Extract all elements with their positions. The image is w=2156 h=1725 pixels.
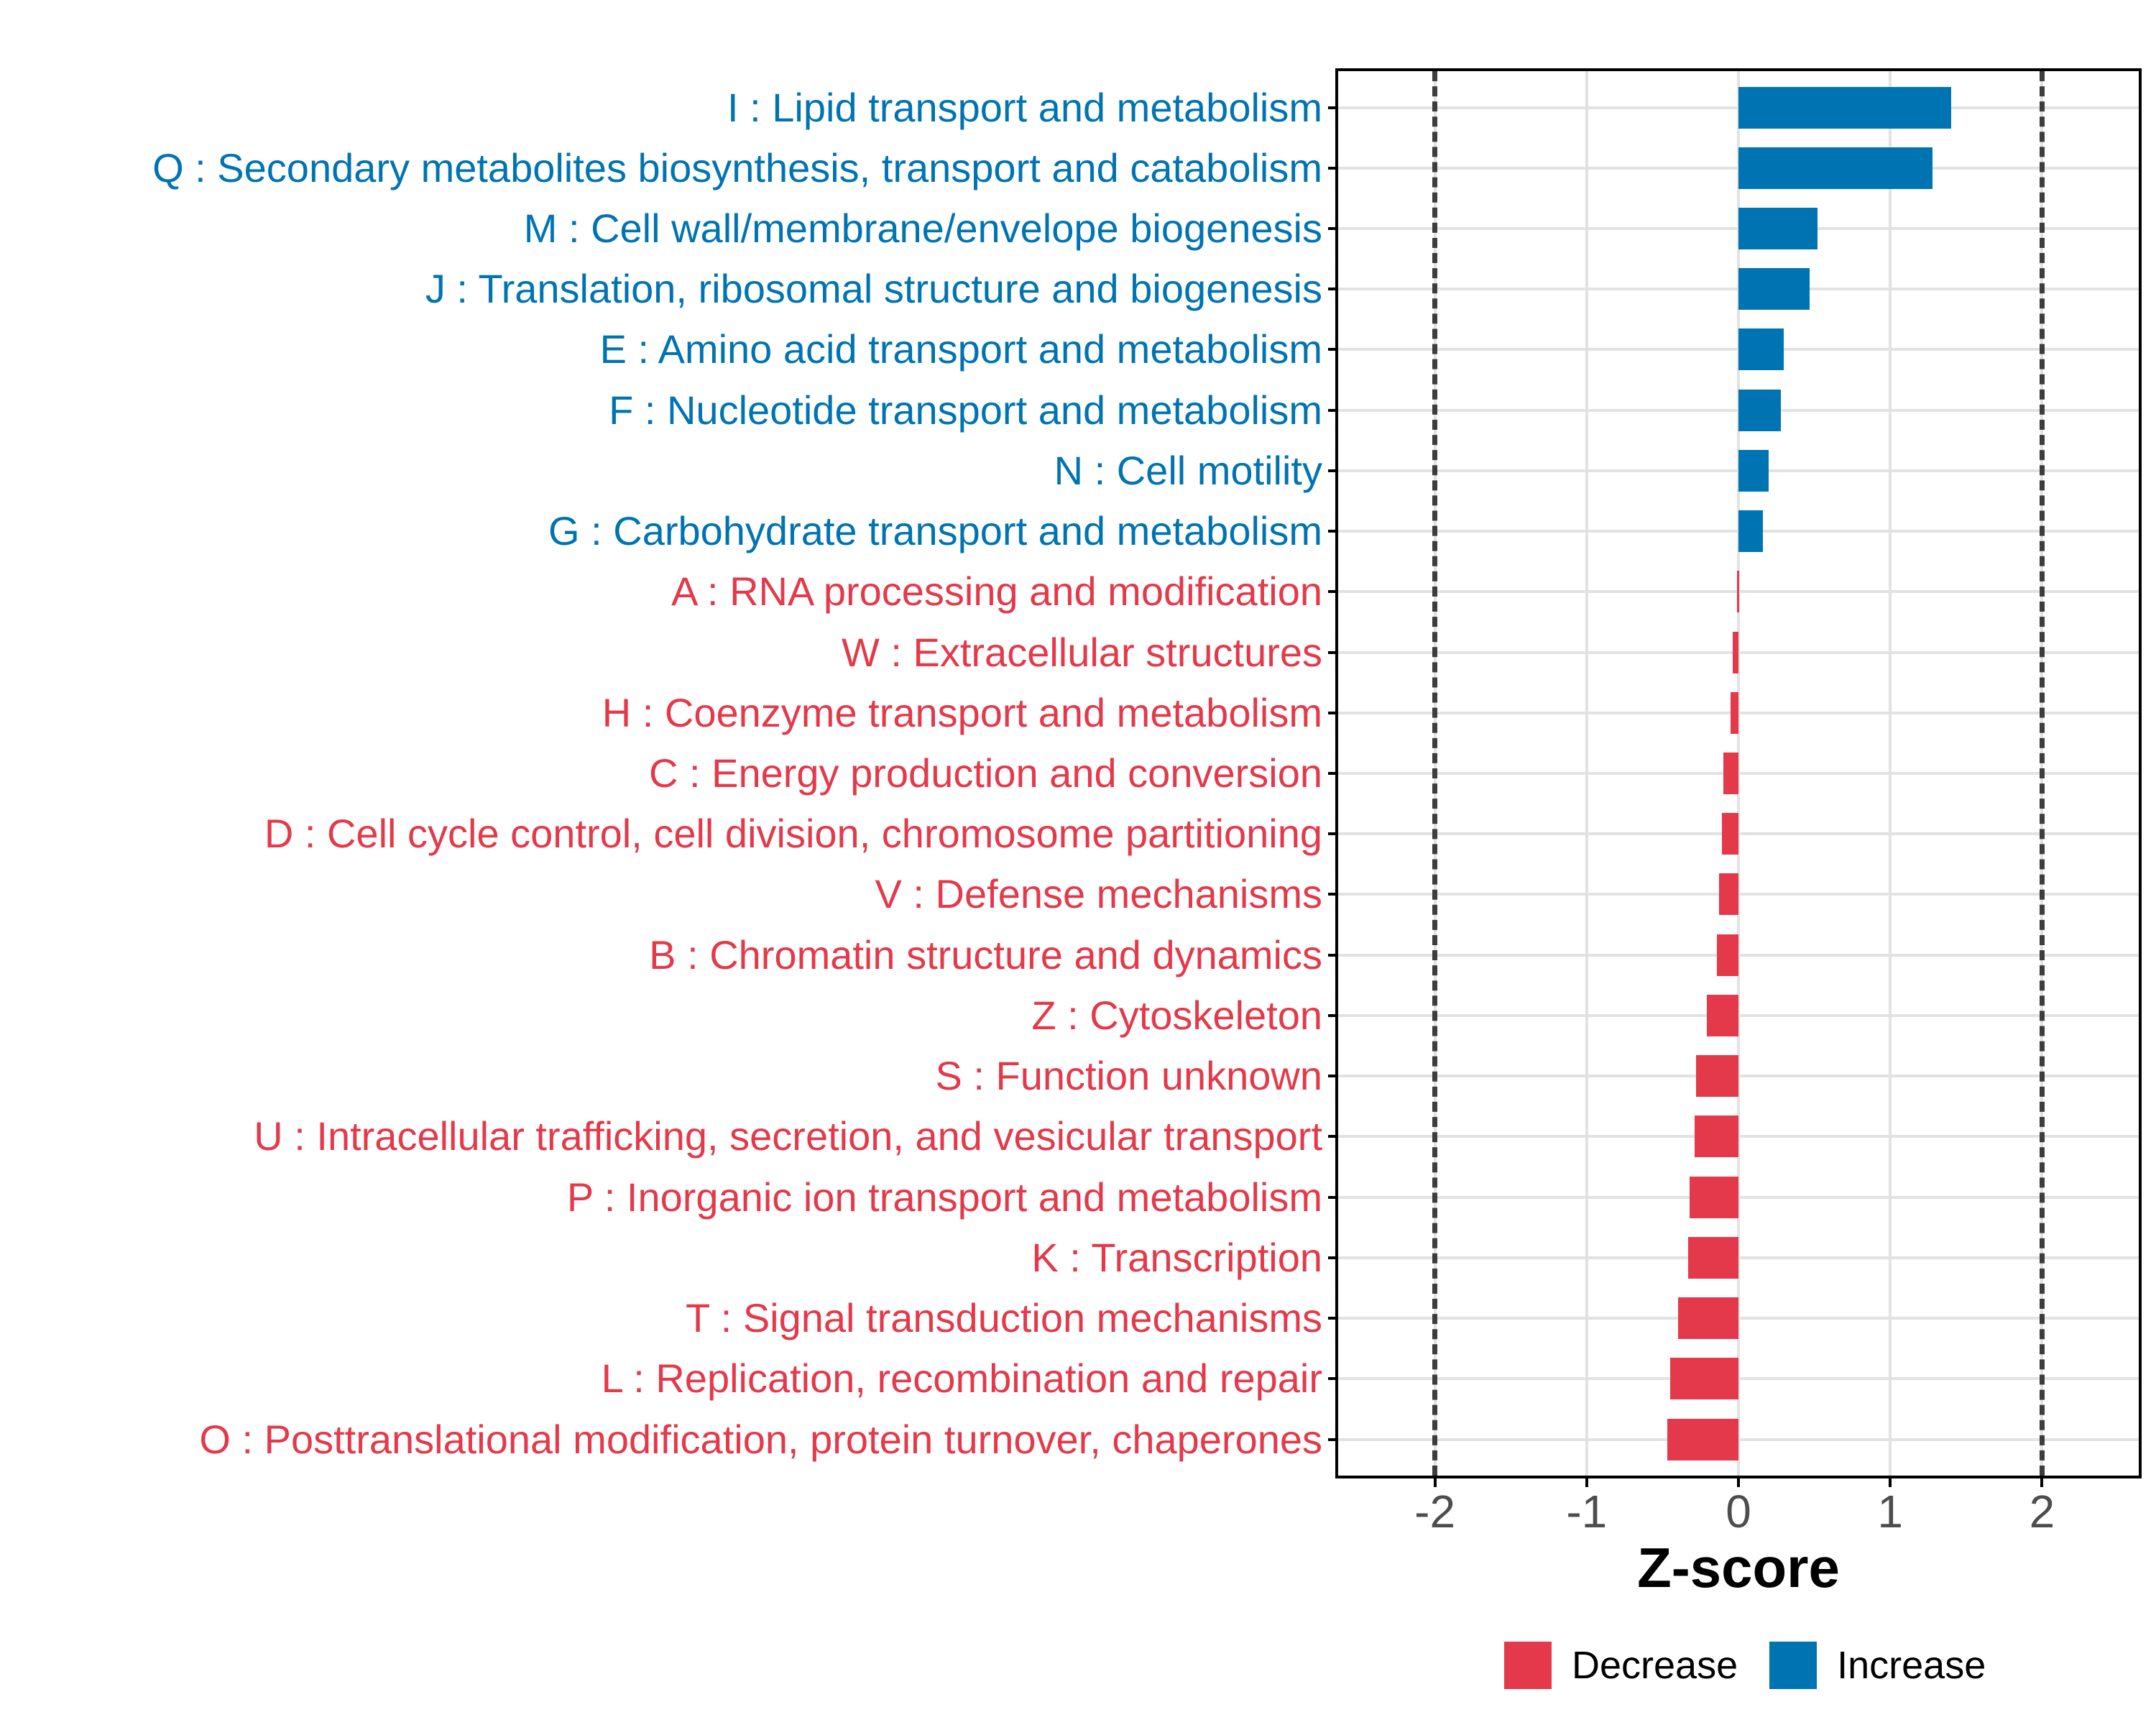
category-label: K : Transcription [1031,1234,1322,1280]
bar [1738,510,1763,552]
v-gridline [1889,71,1892,1476]
x-axis-tick-label: 2 [2029,1486,2055,1537]
y-axis-tick [1328,832,1338,835]
y-axis-tick [1328,167,1338,170]
category-label: Z : Cytoskeleton [1031,992,1322,1038]
legend-swatch-increase [1769,1642,1817,1689]
y-axis-tick [1328,106,1338,109]
bar [1738,268,1810,310]
bar [1695,1116,1738,1157]
y-axis-tick [1328,1135,1338,1138]
category-label: S : Function unknown [935,1053,1322,1099]
bar [1738,147,1932,189]
y-axis-tick [1328,227,1338,230]
category-label: G : Carbohydrate transport and metabolism [548,508,1322,554]
bar [1722,813,1738,855]
bar [1688,1237,1738,1279]
bar [1719,873,1739,915]
y-axis-tick [1328,1317,1338,1320]
y-axis-tick [1328,893,1338,896]
category-label: C : Energy production and conversion [649,750,1322,796]
y-axis-tick [1328,954,1338,957]
bar [1723,753,1738,794]
y-axis-tick [1328,1256,1338,1259]
category-label: I : Lipid transport and metabolism [727,84,1322,130]
category-label: A : RNA processing and modification [671,569,1322,615]
category-label: T : Signal transduction mechanisms [685,1295,1322,1340]
x-axis-tick-label: 1 [1877,1486,1903,1537]
bar [1696,1055,1738,1097]
bar [1731,692,1738,734]
legend-label-decrease: Decrease [1572,1644,1738,1687]
legend-swatch-decrease [1504,1642,1552,1689]
y-axis-tick [1328,1014,1338,1017]
x-axis-title: Z-score [1637,1536,1840,1599]
bar [1738,450,1769,492]
bar [1670,1358,1738,1399]
bar [1667,1419,1738,1460]
legend-label-increase: Increase [1837,1644,1986,1687]
y-axis-tick [1328,469,1338,472]
legend [1504,1642,1986,1689]
y-axis-tick [1328,1075,1338,1077]
y-axis-tick [1328,288,1338,290]
bar [1738,390,1781,431]
category-label: Q : Secondary metabolites biosynthesis, transport and catabolism [152,144,1322,190]
y-axis-tick [1328,651,1338,654]
bar [1738,87,1951,129]
category-label: J : Translation, ribosomal structure and biogenesis [425,266,1322,312]
category-label: W : Extracellular structures [841,629,1322,675]
category-label: D : Cell cycle control, cell division, chromosome partitioning [264,811,1322,857]
bar [1678,1297,1739,1339]
bar [1707,995,1738,1036]
y-axis-tick [1328,409,1338,412]
bar [1737,571,1739,612]
category-label: P : Inorganic ion transport and metabolism [566,1174,1322,1220]
category-label: M : Cell wall/membrane/envelope biogenesis [523,206,1322,251]
x-axis-tick-label: 0 [1726,1486,1751,1537]
category-label: V : Defense mechanisms [875,871,1322,917]
y-axis-tick [1328,590,1338,593]
category-label: O : Posttranslational modification, protein turnover, chaperones [199,1416,1322,1462]
category-label: F : Nucleotide transport and metabolism [609,387,1322,433]
reference-line [1432,71,1437,1476]
category-label: B : Chromatin structure and dynamics [649,932,1322,978]
bar [1738,328,1784,370]
x-axis-tick-label: -2 [1414,1486,1456,1537]
reference-line [2040,71,2045,1476]
y-axis-tick [1328,1377,1338,1380]
category-label: N : Cell motility [1054,447,1322,493]
category-label: U : Intracellular trafficking, secretion, and vesicular transport [254,1113,1322,1159]
y-axis-tick [1328,712,1338,714]
y-axis-tick [1328,1196,1338,1199]
bar [1738,208,1818,249]
x-axis-tick-label: -1 [1566,1486,1608,1537]
category-label: H : Coenzyme transport and metabolism [602,689,1322,735]
v-gridline [1585,71,1588,1476]
y-axis-tick [1328,1438,1338,1441]
y-axis-tick [1328,772,1338,775]
category-label: E : Amino acid transport and metabolism [599,326,1322,372]
category-label: L : Replication, recombination and repair [601,1356,1322,1402]
y-axis-tick [1328,348,1338,351]
bar [1717,934,1738,976]
y-axis-tick [1328,530,1338,533]
bar [1733,632,1738,673]
bar [1690,1177,1738,1218]
plot-panel [1338,71,2139,1476]
